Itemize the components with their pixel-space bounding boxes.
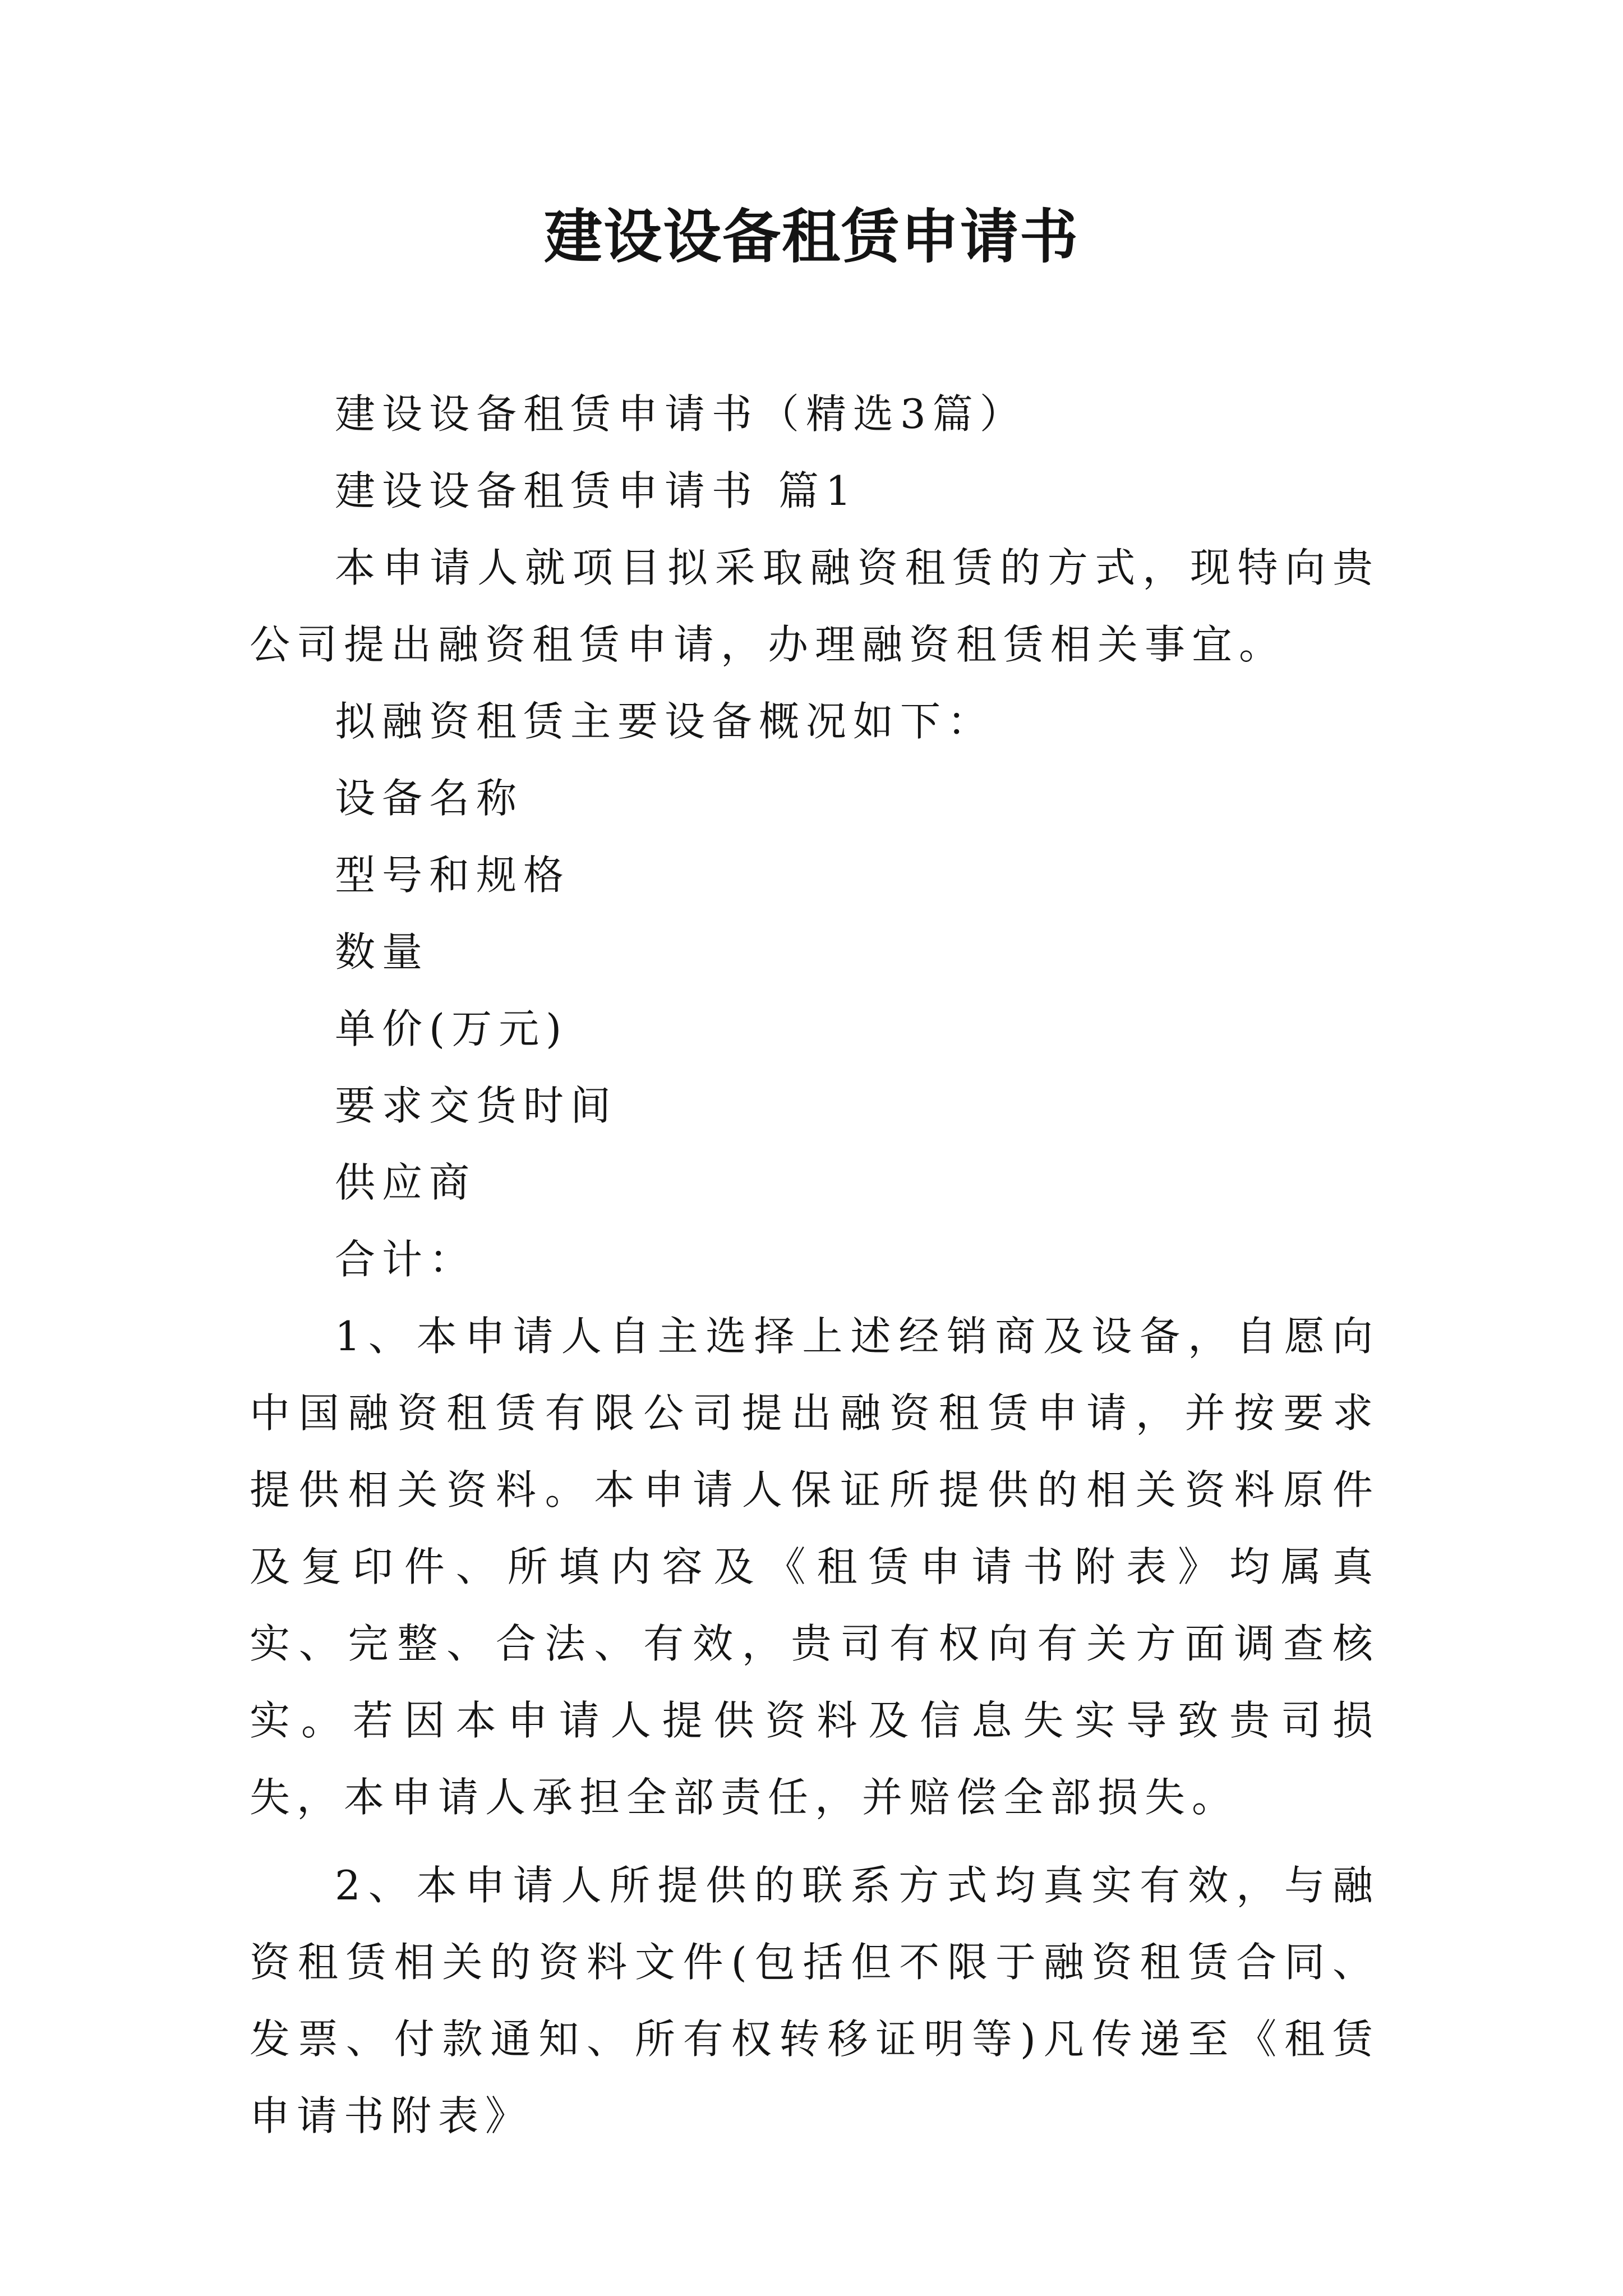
- field-quantity: 数量: [335, 928, 430, 976]
- paragraph-equipment-overview: 拟融资租赁主要设备概况如下：: [335, 698, 995, 745]
- document-body: [250, 376, 1380, 2155]
- paragraph-subtitle: 建设设备租赁申请书（精选3篇）: [335, 390, 1027, 438]
- paragraph-intro: 本申请人就项目拟采取融资租赁的方式，现特向贵公司提出融资租赁申请，办理融资租赁相关事宜。: [250, 544, 1380, 668]
- paragraph-section-heading: 建设设备租赁申请书 篇1: [335, 467, 858, 514]
- field-equipment-name: 设备名称: [335, 775, 524, 822]
- paragraph-clause-2: 2、本申请人所提供的联系方式均真实有效，与融资租赁相关的资料文件(包括但不限于融资租赁合同、发票、付款通知、所有权转移证明等)凡传递至《租赁申请书附表》: [250, 1862, 1380, 2139]
- field-total: 合计：: [335, 1236, 477, 1283]
- document-title: 建设设备租赁申请书: [543, 202, 1079, 271]
- field-model-spec: 型号和规格: [335, 852, 571, 899]
- field-unit-price: 单价(万元): [335, 1005, 569, 1052]
- paragraph-clause-1: 1、本申请人自主选择上述经销商及设备，自愿向中国融资租赁有限公司提出融资租赁申请，并按要求提供相关资料。本申请人保证所提供的相关资料原件及复印件、所填内容及《租赁申请书附表》均属真实、完整、合法、有效，贵司有权向有关方面调查核实。若因本申请人提供资料及信息失实导致贵司损失，本申请人承担全部责任，并赔偿全部损失。: [250, 1313, 1380, 1821]
- field-supplier: 供应商: [335, 1159, 477, 1206]
- field-delivery-time: 要求交货时间: [335, 1082, 618, 1129]
